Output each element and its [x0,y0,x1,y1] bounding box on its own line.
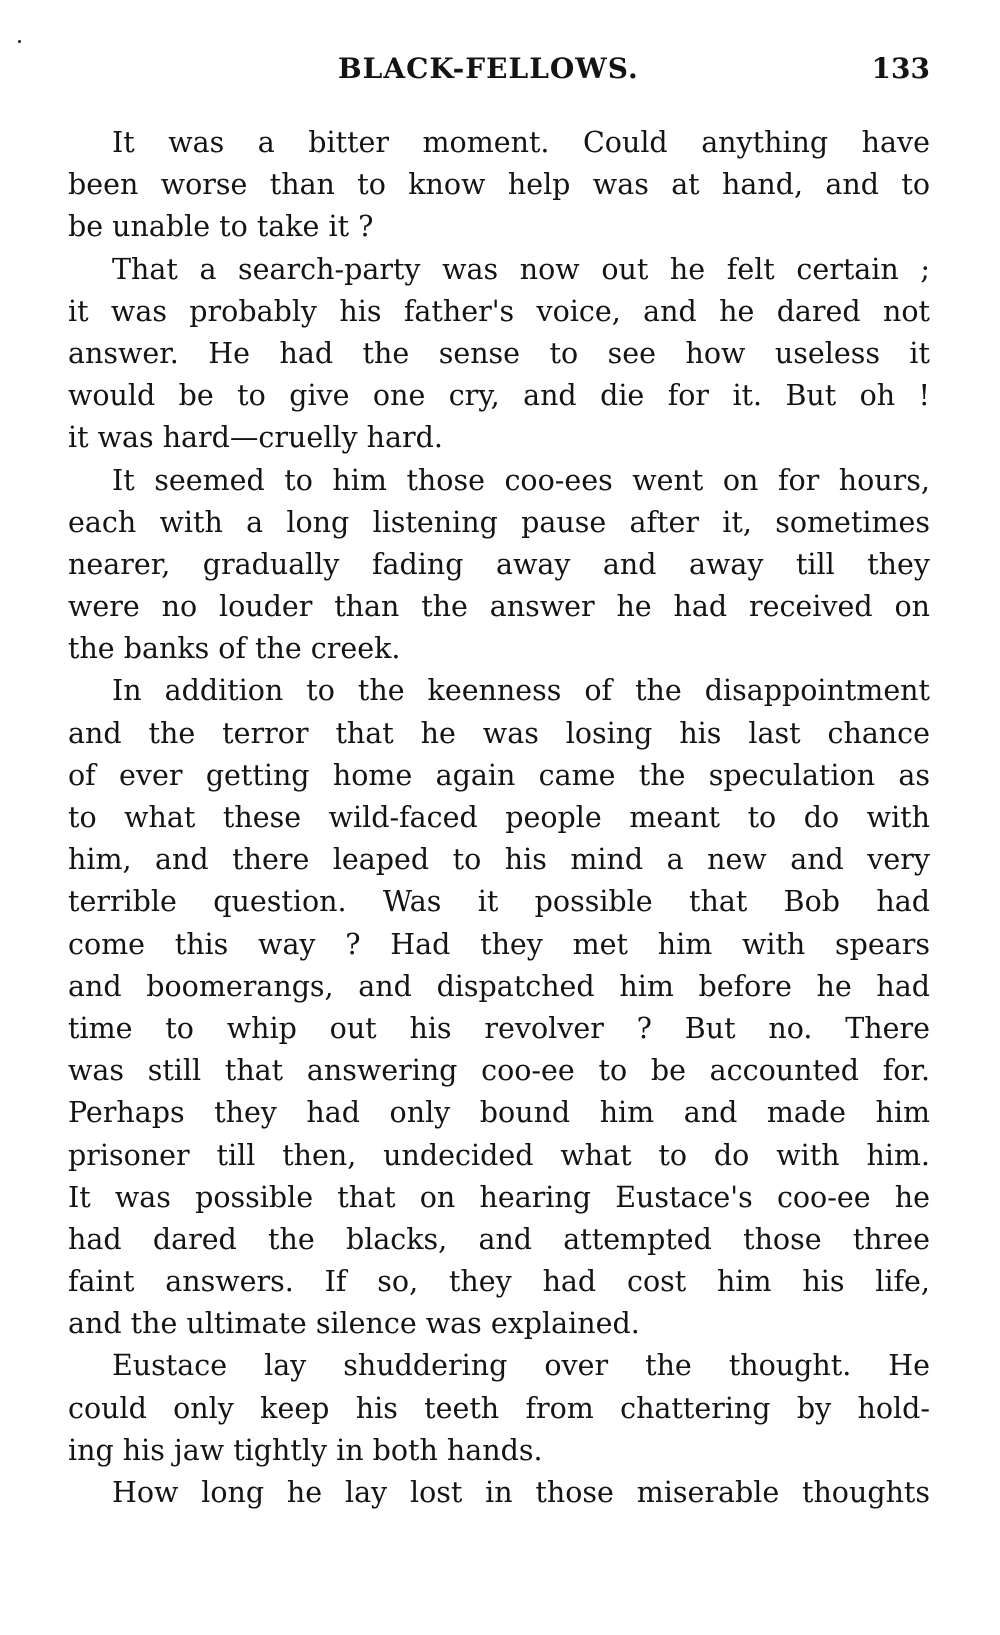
text-line: could only keep his teeth from chattering by hold- [68,1391,930,1425]
text-line: it was probably his father's voice, and he dared not [68,294,930,328]
text-line: come this way ? Had they met him with spears [68,927,930,961]
paragraph-first-line: How long he lay lost in those miserable thoughts [112,1476,930,1509]
page-number: 133 [871,52,930,85]
text-line: had dared the blacks, and attempted those three [68,1222,930,1256]
text-line: would be to give one cry, and die for it. But oh ! [68,379,930,413]
text-line: been worse than to know help was at hand, and to [68,168,930,202]
text-line: nearer, gradually fading away and away till they [68,547,930,581]
text-line: It was possible that on hearing Eustace's coo-ee he [68,1180,930,1214]
text-line: each with a long listening pause after it, sometimes [68,505,930,539]
text-line: the banks of the creek. [68,632,401,666]
running-head [68,52,930,92]
paragraph-first-line: Eustace lay shuddering over the thought. He [112,1349,930,1383]
paragraph-first-line: It seemed to him those coo-ees went on for hours, [112,463,930,497]
text-line: and boomerangs, and dispatched him before he had [68,969,930,1003]
paragraph-first-line: It was a bitter moment. Could anything have [112,126,930,159]
text-line: prisoner till then, undecided what to do with him. [68,1138,930,1172]
text-line: it was hard—cruelly hard. [68,421,443,455]
text-line: to what these wild-faced people meant to do with [68,801,930,834]
print-speck [18,40,21,43]
text-line: was still that answering coo-ee to be accounted for. [68,1054,930,1088]
paragraph-first-line: That a search-party was now out he felt certain ; [112,252,930,286]
body-text [68,122,930,1514]
text-line: him, and there leaped to his mind a new and very [68,843,930,877]
text-line: and the terror that he was losing his last chance [68,716,930,750]
text-line: faint answers. If so, they had cost him his life, [68,1265,930,1299]
text-line: of ever getting home again came the speculation as [68,758,930,792]
paragraph-first-line: In addition to the keenness of the disappointment [112,674,930,708]
text-line: Perhaps they had only bound him and made him [68,1096,930,1130]
text-line: were no louder than the answer he had received on [68,590,930,624]
text-line: ing his jaw tightly in both hands. [68,1433,543,1467]
running-title: BLACK-FELLOWS. [338,52,639,85]
text-line: answer. He had the sense to see how useless it [68,336,930,370]
text-line: be unable to take it ? [68,210,374,244]
text-line: and the ultimate silence was explained. [68,1307,640,1341]
text-line: time to whip out his revolver ? But no. There [68,1011,930,1045]
text-line: terrible question. Was it possible that Bob had [68,885,930,919]
